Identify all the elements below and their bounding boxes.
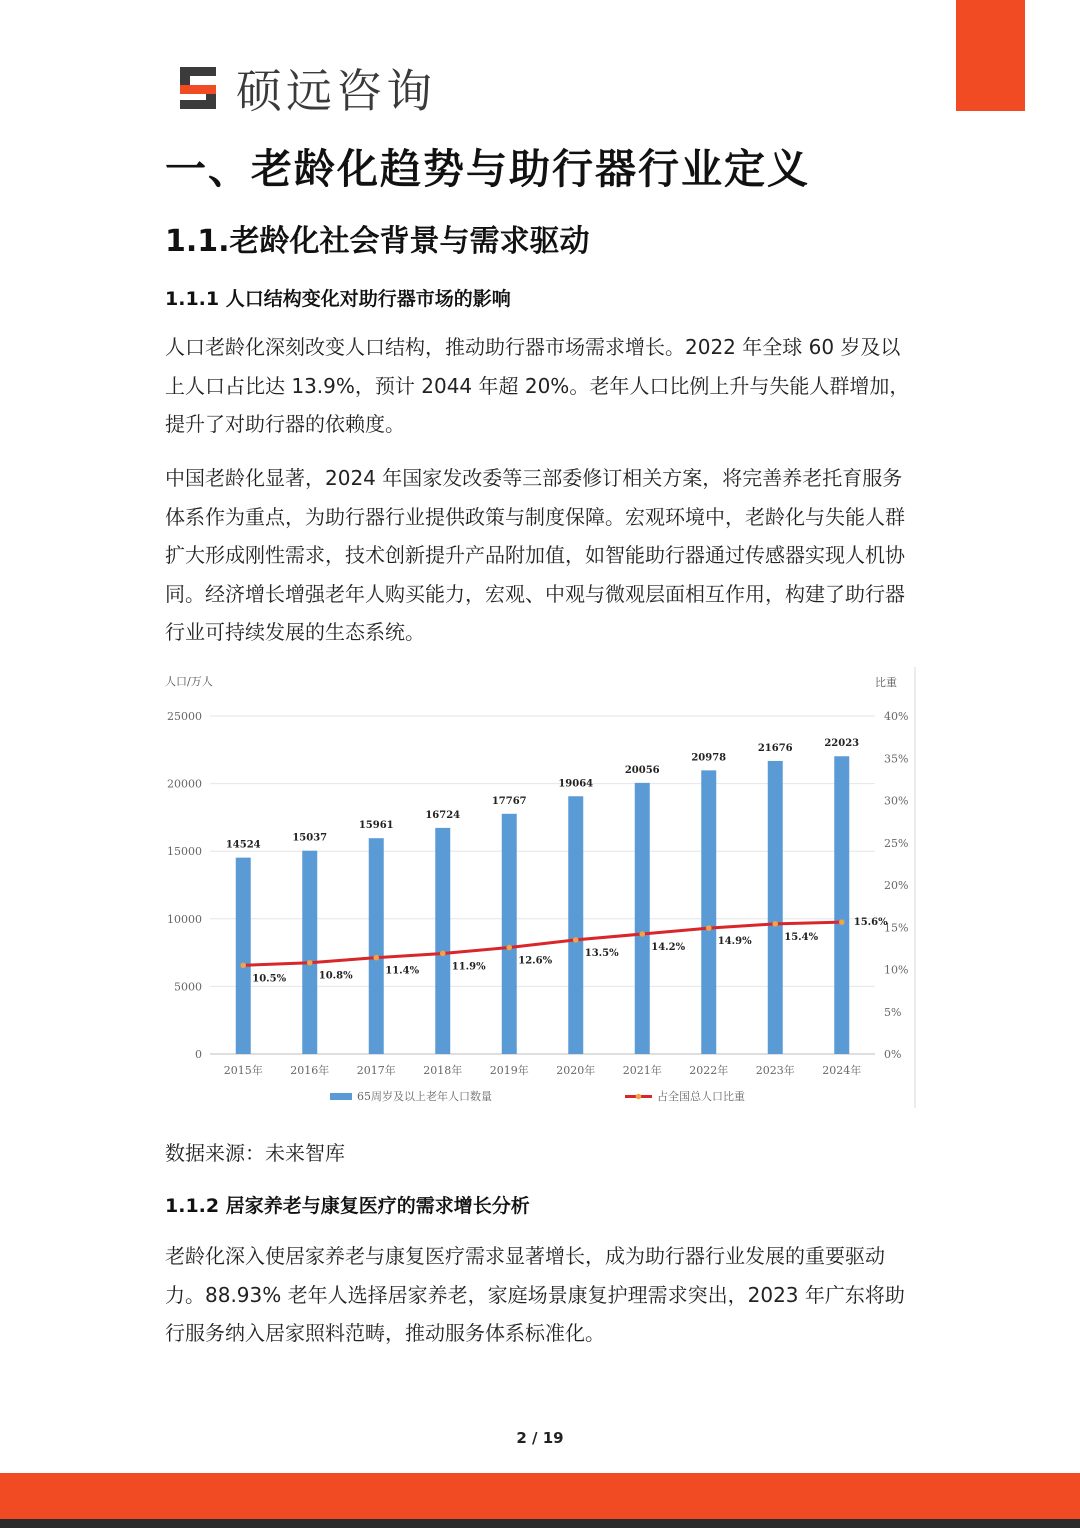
brand-name: 硕远咨询: [236, 64, 436, 118]
line-value-label: 11.9%: [451, 961, 486, 973]
left-tick-label: 0: [195, 1048, 202, 1061]
line-marker: [240, 962, 246, 968]
right-tick-label: 30%: [884, 794, 909, 808]
left-tick-label: 10000: [167, 912, 202, 926]
bar: [568, 796, 583, 1054]
left-tick-label: 5000: [174, 980, 202, 994]
x-tick-label: 2021年: [622, 1064, 662, 1077]
bar-value-label: 22023: [824, 738, 860, 750]
footer-bar: [0, 1473, 1080, 1519]
bar-value-label: 17767: [491, 795, 527, 807]
bar-series: [236, 756, 850, 1054]
x-tick-label: 2020年: [556, 1064, 596, 1077]
left-tick-label: 25000: [167, 710, 202, 723]
footer-strip: [0, 1519, 1080, 1528]
chart-legend: [330, 1089, 745, 1103]
x-tick-label: 2015年: [223, 1064, 263, 1077]
data-source: 数据来源：未来智库: [165, 1141, 345, 1165]
line-value-label: 12.6%: [518, 955, 553, 967]
line-marker: [639, 931, 645, 937]
line-value-label: 15.6%: [853, 917, 888, 929]
right-tick-label: 20%: [884, 879, 909, 892]
top-accent-block: [956, 0, 1025, 111]
bar: [435, 828, 450, 1054]
bar: [369, 838, 384, 1054]
legend-line-marker: [636, 1094, 642, 1100]
legend-bar-swatch: [330, 1093, 352, 1100]
line-marker: [307, 960, 313, 966]
x-tick-label: 2016年: [290, 1064, 330, 1077]
legend-bar-label: 65周岁及以上老年人口数量: [357, 1090, 492, 1103]
bar-value-label: 14524: [225, 839, 261, 851]
brand-logo: [176, 60, 436, 116]
legend-line-label: 占全国总人口比重: [657, 1090, 745, 1103]
paragraph-2: 中国老龄化显著，2024 年国家发改委等三部委修订相关方案，将完善养老托育服务体系作为重点，为助行器行业提供政策与制度保障。宏观环境中，老龄化与失能人群扩大形成刚性需求，技术创新提升产品附加值，如智能助行器通过传感器实现人机协同。经济增长增强老年人购买能力，宏观、中观与微观层面相互作用，构建了助行器行业可持续发展的生态系统。: [165, 466, 905, 645]
y-axis-left-label: 人口/万人: [165, 675, 213, 688]
line-marker: [706, 925, 712, 931]
bar-value-labels: [226, 738, 859, 850]
bar: [635, 783, 650, 1054]
x-tick-label: 2019年: [489, 1064, 529, 1077]
paragraph-1: 人口老龄化深刻改变人口结构，推动助行器市场需求增长。2022 年全球 60 岁及以上人口占比达 13.9%，预计 2044 年超 20%。老年人口比例上升与失能人群增加，提升了对助行器的依赖度。: [165, 335, 910, 437]
subsubsection-title-2: 1.1.2 居家养老与康复医疗的需求增长分析: [165, 1195, 530, 1217]
x-tick-label: 2017年: [356, 1064, 396, 1077]
bar: [701, 770, 716, 1054]
right-axis-ticks: [884, 710, 908, 1061]
line-marker: [373, 955, 379, 961]
line-series: [240, 917, 888, 984]
x-axis-ticks: [224, 1063, 862, 1077]
line-value-label: 10.8%: [318, 970, 353, 982]
x-tick-label: 2022年: [689, 1064, 729, 1077]
line-value-label: 15.4%: [784, 931, 819, 943]
x-tick-label: 2018年: [423, 1064, 463, 1077]
right-tick-label: 10%: [884, 963, 909, 977]
bar-value-label: 20056: [624, 764, 660, 776]
line-marker: [440, 951, 446, 957]
right-tick-label: 15%: [884, 921, 909, 935]
left-axis-ticks: [167, 710, 202, 1061]
bar: [302, 851, 317, 1054]
right-tick-label: 5%: [884, 1005, 902, 1019]
bar-value-label: 15961: [358, 820, 394, 832]
left-tick-label: 20000: [167, 777, 202, 791]
bar-value-label: 21676: [757, 742, 793, 754]
bar-value-label: 20978: [691, 752, 727, 764]
page-number: 2 / 19: [516, 1429, 564, 1447]
section-title: 一、老龄化趋势与助行器行业定义: [165, 145, 810, 193]
left-tick-label: 15000: [167, 845, 202, 859]
bar-value-label: 19064: [558, 778, 594, 790]
y-axis-right-label: 比重: [875, 676, 897, 689]
line-value-label: 14.2%: [651, 942, 686, 954]
x-tick-label: 2024年: [822, 1064, 862, 1077]
right-tick-label: 35%: [884, 752, 909, 766]
bar: [502, 814, 517, 1054]
line-marker: [573, 937, 579, 943]
bar: [768, 761, 783, 1054]
x-tick-label: 2023年: [755, 1064, 795, 1077]
line-value-label: 11.4%: [385, 965, 420, 977]
right-tick-label: 0%: [884, 1048, 902, 1061]
right-tick-label: 25%: [884, 836, 909, 850]
subsection-title: 1.1.老龄化社会背景与需求驱动: [165, 224, 590, 259]
bar-value-label: 16724: [425, 809, 461, 821]
s-shaped-logo-icon: [176, 63, 226, 113]
line-marker: [839, 919, 845, 925]
line-value-label: 10.5%: [252, 973, 287, 985]
bar-value-label: 15037: [292, 832, 328, 844]
bar: [236, 858, 251, 1054]
line-marker: [772, 921, 778, 927]
population-chart: [160, 665, 920, 1110]
paragraph-3: 老龄化深入使居家养老与康复医疗需求显著增长，成为助行器行业发展的重要驱动力。88.93% 老年人选择居家养老，家庭场景康复护理需求突出，2023 年广东将助行服务纳入居家照料范畴，推动服务体系标准化。: [165, 1244, 905, 1346]
line-value-label: 13.5%: [584, 947, 619, 959]
right-tick-label: 40%: [884, 710, 909, 723]
line-marker: [506, 945, 512, 951]
line-value-label: 14.9%: [717, 936, 752, 948]
bar: [834, 756, 849, 1054]
subsubsection-title-1: 1.1.1 人口结构变化对助行器市场的影响: [165, 288, 511, 310]
